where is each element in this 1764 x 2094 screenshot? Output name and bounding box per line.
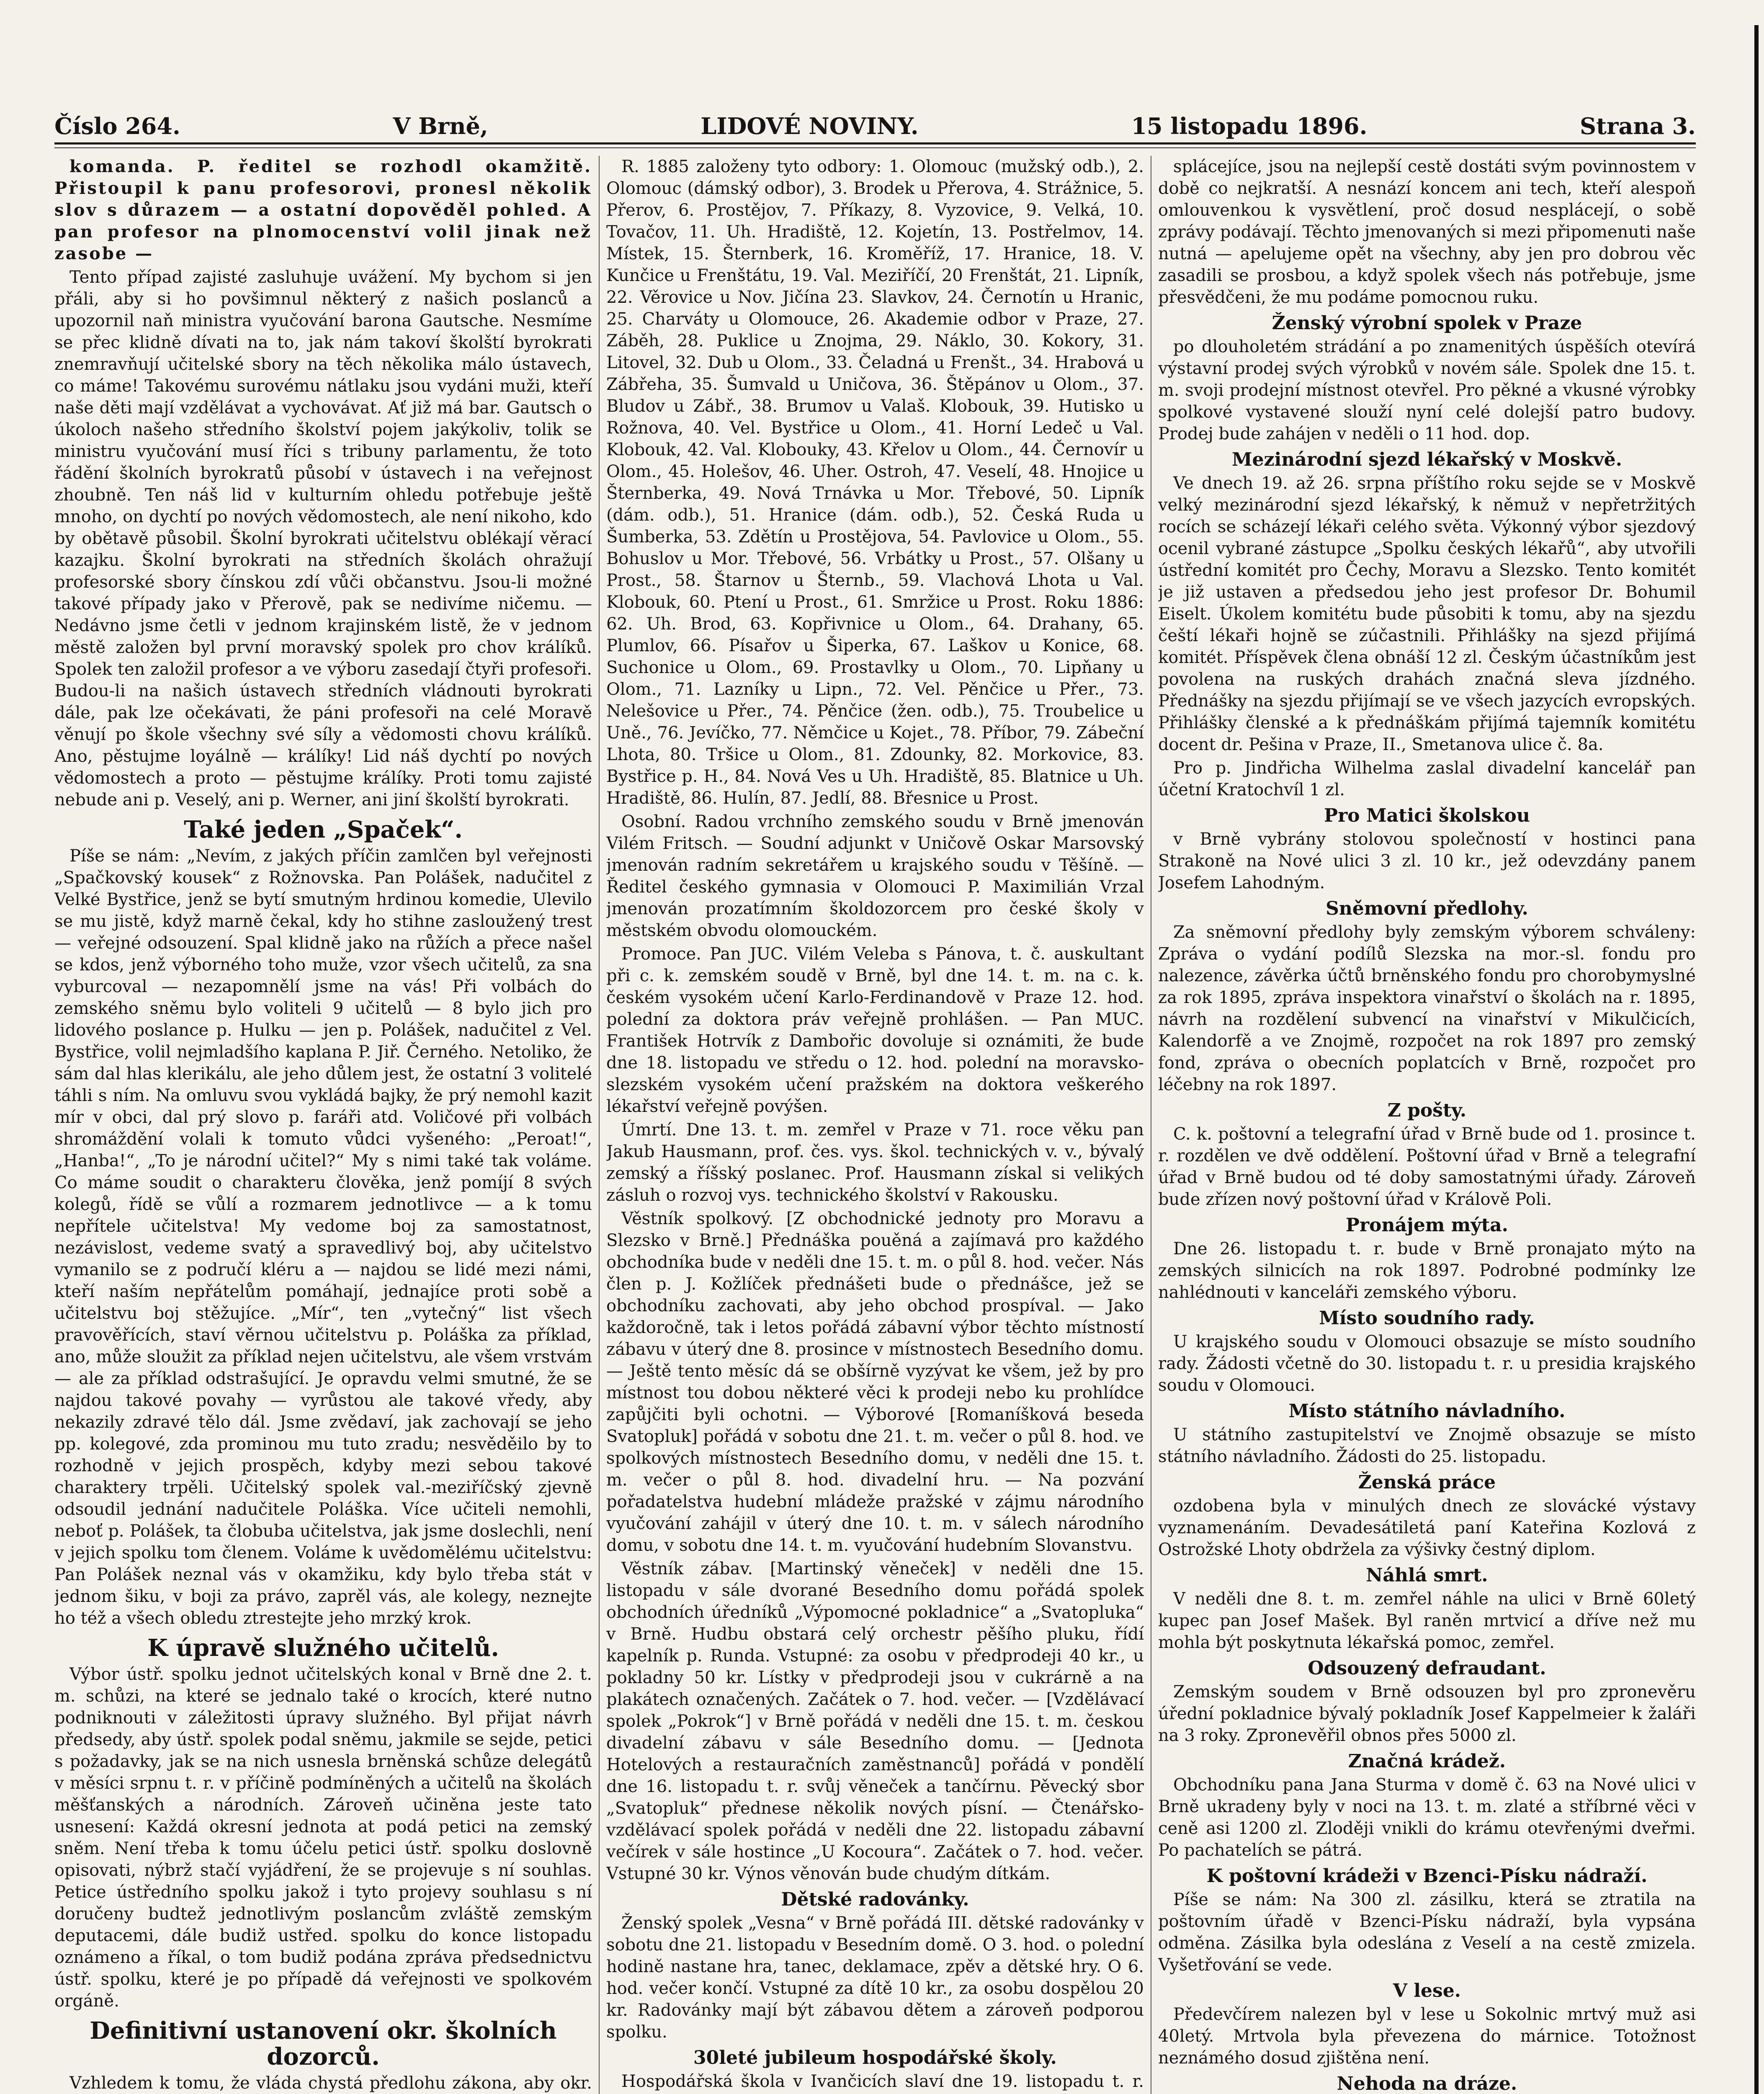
article-paragraph: U krajského soudu v Olomouci obsazuje se místo soudního rady. Žádosti včetně do 30. listopadu t. r. u presidia krajského soudu v Olomouci.	[1158, 1332, 1696, 1395]
article-heading: Definitivní ustanovení okr. školních dozorců.	[90, 2017, 557, 2071]
article-paragraph: Osobní. Radou vrchního zemského soudu v Brně jmenován Vilém Fritsch. — Soudní adjunkt v Uničově Oskar Marsovský jmenován radním sekretářem u krajského soudu v Těšíně. — Ředitel českého gymnasia v Olomouci P. Maximilián Vrzal jmenován prozatímním školdozorcem pro české školy v městském obvodu olomouckém.	[606, 812, 1144, 940]
article-heading: Ženská práce	[1358, 1472, 1496, 1493]
article-heading: Náhlá smrt.	[1366, 1565, 1488, 1586]
newspaper-title: LIDOVÉ NOVINY.	[700, 113, 919, 139]
header-rule	[54, 147, 1696, 148]
article-heading: K úpravě služného učitelů.	[147, 1634, 499, 1662]
article-paragraph: po dlouholetém strádání a po znamenitých úspěších otevírá výstavní prodej svých výrobků v novém sále. Spolek dne 15. t. m. svoji prodejní místnost otevřel. Pro pěkné a vkusné výrobky spolkové vystavené slouží nyní celé dolejší patro budovy. Prodej bude zahájen v neděli o 11 hod. dop.	[1158, 337, 1696, 444]
city: V Brně,	[393, 113, 488, 139]
article-paragraph: Hospodářská škola v Ivančicích slaví dne 19. listopadu t. r.	[621, 2072, 1144, 2091]
article-paragraph: ozdobena byla v minulých dnech ze slovácké výstavy vyznamenáním. Devadesátiletá paní Kateřina Kozlová z Ostrožské Lhoty obdržela za výšivky čestný diplom.	[1158, 1496, 1696, 1559]
article-heading: Místo státního návladního.	[1288, 1400, 1566, 1422]
page-number: Strana 3.	[1580, 113, 1696, 139]
article-paragraph: Ženský spolek „Vesna“ v Brně pořádá III. dětské radovánky v sobotu dne 21. listopadu v Besedním domě. O 3. hod. o polední hodině nastane hra, tanec, deklamace, zpěv a dětské hry. O 6. hod. večer končí. Vstupné za dítě 10 kr., za osobu dospělou 20 kr. Radovánky mají být zábavou dětem a zároveň podporou spolku.	[606, 1913, 1144, 2042]
issue-number: Číslo 264.	[54, 113, 180, 139]
article-paragraph: Píše se nám: „Nevím, z jakých příčin zamlčen byl veřejnosti „Spačkovský kousek“ z Rožnovska. Pan Polášek, nadučitel z Velké Bystřice, jenž se bytí smutným hrdinou komedie, Ulevilo se mu jistě, když marně čekal, kdy ho stihne zasloužený trest — veřejné odsouzení. Spal klidně jako na růžích a přece našel se kdos, jenž výborného toho muže, vzor všech učitelů, za sna vyburcoval — nezapomnělí jsme na vás! Při volbách do zemského sněmu bylo voliteli 9 učitelů — 8 bylo jich pro lidového poslance p. Hulku — jen p. Polášek, nadučitel z Vel. Bystřice, volil nejmladšího kaplana P. Jiř. Černého. Netoliko, že sám dal hlas klerikálu, ale jeho důlem jest, že ostatní 3 volitelé táhli s ním. Na omluvu svou vykládá bajky, že prý nemohl kazit mír v obci, dal prý slovo p. faráři atd. Voličové při volbách shromáždění volali k tomuto vůdci vyšeného: „Peroat!“, „Hanba!“, „To je národní učitel?“ My s nimi také tak voláme. Co máme soudit o charakteru člověka, jenž pomíjí 8 svých kolegů, řídě se vůlí a rozmarem jednotlivce — a k tomu nepřítele učitelstva! My vedome boj za samostatnost, nezávislost, vedeme svatý a spravedlivý boj, aby učitelstvo vymanilo se z područí kléru a — najdou se lidé mezi námi, kteří naším nepřátelům pomáhají, jednajíce proti sobě a učitelstvu boj stěžujíce. „Mír“, ten „vytečný“ list všech pravověřících, staví věrnou učitelstvu p. Poláška za příklad, ano, může sloužit za příklad nejen učitelstvu, ale všem vrstvám — ale za příklad odstrašující. Je opravdu velmi smutné, že se najdou takové povahy — vyrůstou ale takové vředy, aby nekazily zdravé tělo dál. Jsme zvědaví, jak zachovají se jeho pp. kolegové, zda prominou mu tuto zradu; nesvěděilo by to rozhodně v jejich prospěch, kdyby mezi sebou takové charaktery trpěli. Učitelský spolek val.-meziříčský zjevně odsoudil jednání nadučitele Poláška. Více učiteli nemohli, neboť p. Polášek, ta člobuba učitelstva, jak jsme doslechli, není v jejich spolku tom členem. Voláme k uvědomělému učitelstvu: Pan Polášek neznal vás v okamžiku, kdy bylo třeba stát v jednom šiku, v boji za právo, zaprěl vás, ale kolegy, neznejte ho též a všech obledu ztrestejte jeho mrzký krok.	[54, 846, 592, 1628]
article-paragraph: Ve dnech 19. až 26. srpna příštího roku sejde se v Moskvě velký mezinárodní sjezd lékařský, k němuž v nepřetržitých rocích se scházejí lékaři celého světa. Výkonný výbor sjezdový ocenil vybrané zástupce „Spolku českých lékařů“, aby utvořili ústřední komitét pro Čechy, Moravu a Slezsko. Tento komitét je již ustaven a předsedou jeho jest profesor Dr. Bohumil Eiselt. Úkolem komitétu bude působiti k tomu, aby na sjezdu čeští lékaři hojně se zúčastnili. Přihlášky na sjezd přijímá komitét. Příspěvek člena obnáší 12 zl. Českým účastníkům jest povolena na ruských drahách značná sleva jízdného. Přednášky na sjezdu přijímají se ve všech jazycích evropských. Přihlášky členské a k přednáškám přijímá tajemník komitétu docent dr. Pešina v Praze, II., Smetanova ulice č. 8a.	[1158, 474, 1696, 754]
newspaper-page	[54, 0, 1696, 2094]
article-paragraph: Věstník zábav. [Martinský věneček] v neděli dne 15. listopadu v sále dvorané Besedního domu pořádá spolek obchodních úředníků „Výpomocné pokladnice“ a „Svatopluka“ v Brně. Hudbu obstará celý orchestr pěšího pluku, řídí kapelník p. Runda. Vstupné: za osobu v předprodeji 40 kr., u pokladny 50 kr. Lístky v předprodeji jsou v cukrárně a na plakátech označených. Začátek o 7. hod. večer. — [Vzdělávací spolek „Pokrok“] v Brně pořádá v neděli dne 15. t. m. českou divadelní zábavu v sále Besedního domu. — [Jednota Hotelových a restauračních zaměstnanců] pořádá v pondělí dne 16. listopadu t. r. svůj věneček a tančírnu. Pěvecký sbor „Svatopluk“ přednese několik nových písní. — Čtenářsko-vzdělávací spolek pořádá v neděli dne 22. listopadu zábavní večírek v sále hostince „U Kocoura“. Začátek o 7. hod. večer. Vstupné 30 kr. Výnos věnován bude chudým dítkám.	[606, 1559, 1144, 1883]
article-heading: Mezinárodní sjezd lékařský v Moskvě.	[1231, 449, 1622, 470]
article-paragraph: Dne 26. listopadu t. r. bude v Brně pronajato mýto na zemských silnicích na rok 1897. Podrobné podmínky lze nahlédnouti v kanceláři zemského výboru.	[1158, 1239, 1696, 1302]
article-paragraph: Zemským soudem v Brně odsouzen byl pro zpronevěru úřední pokladnice bývalý pokladník Josef Kappelmeier k žaláři na 3 roky. Zpronevěřil obnos přes 5000 zl.	[1158, 1682, 1696, 1745]
article-paragraph: Pro p. Jindřicha Wilhelma zaslal divadelní kancelář pan účetní Kratochvíl 1 zl.	[1158, 758, 1696, 799]
article-paragraph: Výbor ústř. spolku jednot učitelských konal v Brně dne 2. t. m. schůzi, na které se jednalo také o krocích, které nutno podniknouti v záležitosti úpravy služného. Byl přijat návrh předsedy, aby ústř. spolek podal sněmu, jakmile se sejde, petici s požadavky, jak se na nich usnesla brněnská schůze delegátů v měsíci srpnu t. r. v příčině podmíněných a učitelů na školách měšťanských a národních. Zároveň učiněna jeste tato usnesení: Každá okresní jednota at podá petici na zemský sněm. Není třeba k tomu účelu petici ústř. spolku doslovně opisovati, nýbrž stačí vyjádření, že se projevuje s ní souhlas. Petice ústředního spolku jakož i tyto projevy souhlasu s ní doručeny budtež jednotlivým poslancům zvláště zemským deputacemi, dále budiž ustřed. spolku do konce listopadu oznámeno a říkal, o tom budiž podána zpráva předsednictvu ústř. spolku, které je po případě dá veřejnosti ve spolkovém orgáně.	[54, 1665, 592, 2011]
article-heading: Pronájem mýta.	[1345, 1215, 1509, 1236]
article-heading: Odsouzený defraudant.	[1308, 1658, 1546, 1679]
article-paragraph: Úmrtí. Dne 13. t. m. zemřel v Praze v 71. roce věku pan Jakub Hausmann, prof. čes. vys. škol. technických v. v., bývalý zemský a říšský poslanec. Prof. Hausmann získal si velikých zásluh o rozvoj vys. technického školství v Rakousku.	[606, 1120, 1144, 1205]
article-paragraph: komanda. P. ředitel se rozhodl okamžitě. Přistoupil k panu profesorovi, pronesl několik slov s důrazem — a ostatní dopověděl pohled. A pan profesor na plnomocenství volil jinak než zasobe —	[54, 157, 592, 263]
article-paragraph: v Brně vybrány stolovou společností v hostinci pana Strakoně na Nové ulici 3 zl. 10 kr., jež odevzdány panem Josefem Lahodným.	[1158, 830, 1696, 892]
article-paragraph: R. 1885 založeny tyto odbory: 1. Olomouc (mužský odb.), 2. Olomouc (dámský odbor), 3. Brodek u Přerova, 4. Strážnice, 5. Přerov, 6. Prostějov, 7. Příkazy, 8. Vyzovice, 9. Velká, 10. Tovačov, 11. Uh. Hradiště, 12. Kojetín, 13. Postřelmov, 14. Místek, 15. Šternberk, 16. Kroměříž, 17. Hranice, 18. V. Kunčice u Frenštátu, 19. Val. Meziříčí, 20 Frenštát, 21. Lipník, 22. Věrovice u Nov. Jičína 23. Slavkov, 24. Černotín u Hranic, 25. Charváty u Olomouce, 26. Akademie odbor v Praze, 27. Záběh, 28. Puklice u Znojma, 29. Náklo, 30. Kokory, 31. Litovel, 32. Dub u Olom., 33. Čeladná u Frenšt., 34. Hrabová u Zábřeha, 35. Šumvald u Uničova, 36. Štěpánov u Olom., 37. Bludov u Zábř., 38. Brumov u Valaš. Klobouk, 39. Hutisko u Rožnova, 40. Vel. Bystřice u Olom., 41. Horní Ledeč u Val. Klobouk, 42. Val. Klobouky, 43. Křelov u Olom., 44. Černovír u Olom., 45. Holešov, 46. Uher. Ostroh, 47. Veselí, 48. Hnojice u Šternberka, 49. Nová Trnávka u Mor. Třebové, 50. Lipník (dám. odb.), 51. Hranice (dám. odb.), 52. Česká Ruda u Šumberka, 53. Zdětín u Prostějova, 54. Pavlovice u Olom., 55. Bohuslov u Mor. Třebové, 56. Vrbátky u Prost., 57. Olšany u Prost., 58. Štarnov u Šternb., 59. Vlachová Lhota u Val. Klobouk, 60. Ptení u Prost., 61. Smržice u Prost. Roku 1886: 62. Uh. Brod, 63. Kopřivnice u Olom., 64. Drahany, 65. Plumlov, 66. Písařov u Šiperka, 67. Laškov u Konice, 68. Suchonice u Olom., 69. Prostavlky u Olom., 70. Lipňany u Olom., 71. Lazníky u Lipn., 72. Vel. Pěnčice u Přer., 73. Nelešovice u Přer., 74. Pěnčice (žen. odb.), 75. Troubelice u Uně., 76. Jevíčko, 77. Němčice u Kojet., 78. Příbor, 79. Zábeční Lhota, 80. Tršice u Olom., 81. Zdounky, 82. Morkovice, 83. Bystřice p. H., 84. Nová Ves u Uh. Hradiště, 85. Blatnice u Uh. Hradiště, 86. Hulín, 87. Jedlí, 88. Břesnice u Prost.	[606, 157, 1144, 808]
issue-date: 15 listopadu 1896.	[1131, 113, 1367, 139]
page-header	[54, 110, 1696, 144]
article-paragraph: Za sněmovní předlohy byly zemským výborem schváleny: Zpráva o vydání podílů Slezska na mor.-sl. fondu pro nalezence, závěrka účtů brněnského fondu pro chorobymyslné za rok 1895, zpráva inspektora vinařství o školách na r. 1895, návrh na rozdělení subvencí na vinařství v Mikulčicích, Kalendorfě a ve Znojmě, rozpočet na rok 1897 pro zemský fond, zpráva o obecních poplatcích v Brně, rozpočet pro léčebny na rok 1897.	[1158, 923, 1696, 1094]
article-heading: Sněmovní předlohy.	[1326, 898, 1528, 919]
article-paragraph: splácejíce, jsou na nejlepší cestě dostáti svým povinnostem v době co nejkratší. A nesnází koncem ani tech, kteří alespoň omlouvenkou k vysvětlení, proč dosud nesplácejí, o sobě zprávy podávají. Těchto jmenovaných si mezi připomenuti naše nutná — apelujeme opět na všechny, aby jen pro dobrou věc zasadili se prosbou, a když spolek všech nás potřebuje, jsme přesvědčeni, že mu podáme pomocnou ruku.	[1158, 157, 1696, 307]
column-2	[606, 156, 1144, 2094]
article-paragraph: U státního zastupitelství ve Znojmě obsazuje se místo státního návladního. Žádosti do 25. listopadu.	[1158, 1425, 1696, 1466]
article-heading: Dětské radovánky.	[781, 1889, 969, 1910]
article-heading: K poštovní krádeži v Bzenci-Písku nádraží.	[1206, 1865, 1648, 1887]
article-paragraph: Promoce. Pan JUC. Vilém Veleba s Pánova, t. č. auskultant při c. k. zemském soudě v Brně, byl dne 14. t. m. na c. k. českém vysokém učení Karlo-Ferdinandově v Praze 12. hod. polední za doktora práv veřejně prohlášen. — Pan MUC. František Hotrvík z Dambořic dovoluje si oznámiti, že bude dne 18. listopadu ve středu o 12. hod. polední na moravsko-slezském vysokém učení pražském na doktora veškerého lékařství veřejně povýšen.	[606, 944, 1144, 1116]
article-paragraph: Vzhledem k tomu, že vláda chystá předlohu zákona, aby okr.	[70, 2073, 592, 2093]
column-1	[54, 156, 592, 2094]
article-paragraph: Věstník spolkový. [Z obchodnické jednoty pro Moravu a Slezsko v Brně.] Přednáška pouěná a zajímavá pro každého obchodníka bude v neděli dne 15. t. m. o půl 8. hod. večer. Nás člen p. J. Kožlíček přednášeti bude o přednášce, jež se obchodníku zachovati, aby jeho obchod prospíval. — Jako každoročně, tak i letos pořádá zábavní výbor těchto místností zábavu v úterý dne 8. prosince v místnostech Besedního domu. — Ještě tento měsíc dá se obšírně vyzývat ke všem, jež by pro místnost tou dobou některé věci k prodeji nebo ku prohlídce zapůjčiti byli ochotni. — Výborové [Romaníšková beseda Svatopluk] pořádá v sobotu dne 21. t. m. večer o půl 8. hod. ve spolkových místnostech Besedního domu, v neděli dne 15. t. m. večer o půl 8. hod. divadelní hru. — Na pozvání pořadatelstva hudební mládeže pražské v zájmu národního vyučování zahájil v úterý dne 10. t. m. v sálech národního domu, v sobotu dne 14. t. m. vyučování hudebním Slovanstvu.	[606, 1209, 1144, 1555]
article-heading: Z pošty.	[1387, 1100, 1467, 1121]
article-paragraph: V neděli dne 8. t. m. zemřel náhle na ulici v Brně 60letý kupec pan Josef Mašek. Byl raněn mrtvicí a dříve než mu mohla být poskytnuta lékařská pomoc, zemřel.	[1158, 1589, 1696, 1652]
article-paragraph: C. k. poštovní a telegrafní úřad v Brně bude od 1. prosince t. r. rozdělen ve dvě oddělení. Poštovní úřad v Brně a telegrafní úřad v Brně budou od té doby samostatnými úřady. Zároveň bude zřízen nový poštovní úřad v Králově Poli.	[1158, 1124, 1696, 1209]
article-paragraph: Předevčírem nalezen byl v lese u Sokolnic mrtvý muž asi 40letý. Mrtvola byla převezena do márnice. Totožnost neznámého dosud zjištěna není.	[1158, 2005, 1696, 2068]
column-3	[1158, 156, 1696, 2094]
article-heading: V lese.	[1393, 1980, 1461, 2001]
article-heading: Nehoda na dráze.	[1337, 2073, 1517, 2094]
article-heading: Pro Matici školskou	[1324, 805, 1530, 826]
article-heading: Ženský výrobní spolek v Praze	[1272, 312, 1582, 334]
article-paragraph: Obchodníku pana Jana Sturma v domě č. 63 na Nové ulici v Brně ukradeny byly v noci na 13. t. m. zlaté a stříbrné věci v ceně asi 1200 zl. Zloději vnikli do krámu otevřenými dveřmi. Po pachatelích se pátrá.	[1158, 1775, 1696, 1860]
column-divider	[599, 156, 600, 2094]
article-heading: Značná krádež.	[1348, 1751, 1506, 1772]
scan-edge	[1754, 25, 1759, 2094]
article-paragraph: Tento případ zajisté zasluhuje uvážení. My bychom si jen přáli, aby si ho povšimnul některý z našich poslanců a upozornil naň ministra vyučování barona Gautsche. Nesmíme se přec klidně dívati na to, jak nám takoví školští byrokrati znemravňují učitelské sbory na těch několika málo ústavech, co máme! Takovému surovému nátlaku jsou vydáni muži, kteří naše děti mají vzdělávat a vychovávat. Ať již má bar. Gautsch o úkoloch našeho středního školství pojem jakýkoliv, tolik se ministru vyučování musí říci s tribuny parlamentu, že toto řádění školních byrokratů působí v ústavech i na veřejnost zhoubně. Ten náš lid v kulturním ohledu potřebuje ještě mnoho, on dychtí po nových vědomostech, ale není nikoho, kdo by obětavě působil. Školní byrokrati učitelstvu oblékají věrací kazajku. Školní byrokrati na středních školách ohražují profesorské sbory čínskou zdí vůči občanstvu. Jsou-li možné takové případy jako v Přerově, pak se nedivíme ničemu. — Nedávno jsme četli v jednom krajinském listě, že v jednom městě založen byl první moravský spolek pro chov králíků. Spolek ten založil profesor a ve výboru zasedají čtyři profesoři. Budou-li na našich ústavech středních vládnouti byrokrati dále, pak lze očekávati, že páni profesoři na celé Moravě věnují po škole všechny své síly a vědomosti chovu králíků. Ano, pěstujme loyálně — králíky! Lid náš dychtí po nových vědomostech a proto — pěstujme králíky. Proti tomu zajisté nebude ani p. Veselý, ani p. Werner, ani jiní školští byrokrati.	[54, 268, 592, 810]
article-heading: Také jeden „Spaček“.	[184, 816, 463, 843]
article-heading: 30leté jubileum hospodářské školy.	[693, 2047, 1057, 2068]
article-heading: Místo soudního rady.	[1319, 1307, 1535, 1329]
text-columns	[54, 156, 1696, 2094]
article-paragraph: Píše se nám: Na 300 zl. zásilku, která se ztratila na poštovním úřadě v Bzenci-Písku nádraží, byla vypsána odměna. Zásilka byla odeslána z Veselí a na cestě zmizela. Vyšetřování se vede.	[1158, 1890, 1696, 1975]
